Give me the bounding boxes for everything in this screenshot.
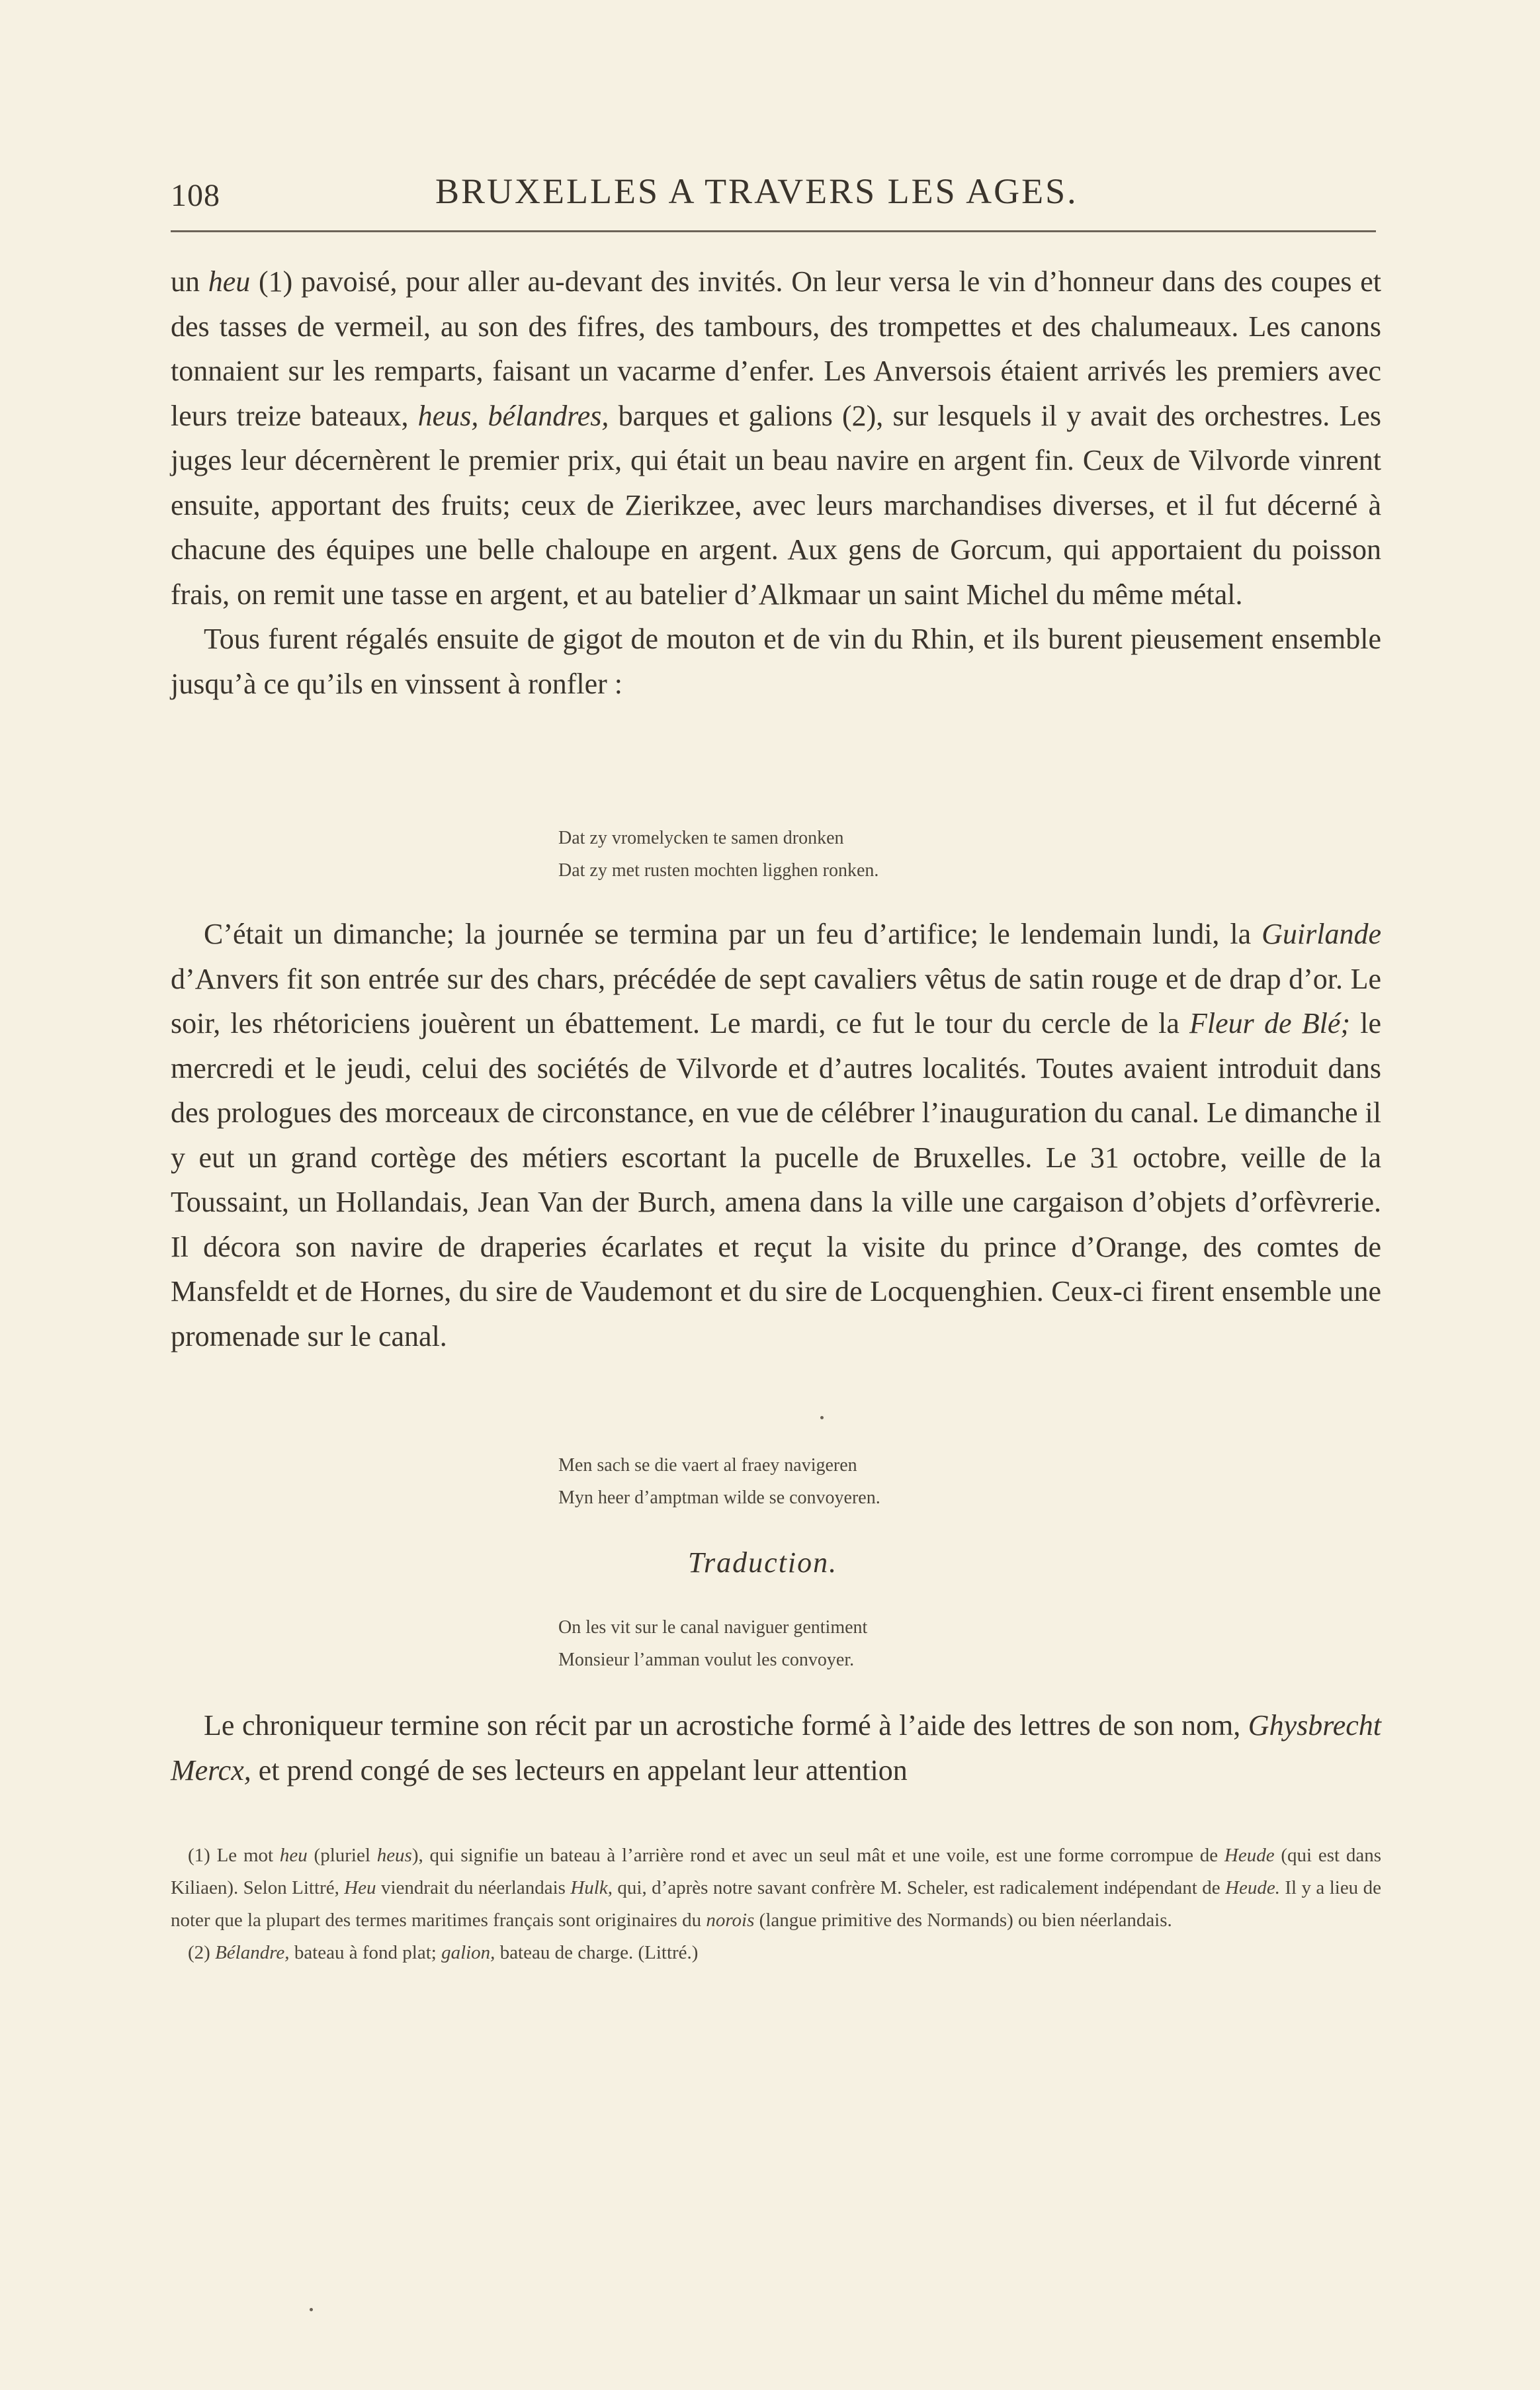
body-text-middle <box>171 912 1381 1358</box>
ink-speck <box>820 1416 824 1419</box>
ink-speck <box>310 2308 313 2311</box>
translation-heading: Traduction. <box>688 1546 838 1579</box>
verse-line: Monsieur l’amman voulut les convoyer. <box>558 1650 855 1670</box>
verse-line: Dat zy met rusten mochten ligghen ronken. <box>558 860 879 881</box>
paragraph-3: C’était un dimanche; la journée se termina par un feu d’artifice; le lendemain lundi, la Guirlande d’Anvers fit son entrée sur des chars, précédée de sept cavaliers vêtus de satin rouge et de drap d’or. Le soir, les rhétoriciens jouèrent un ébattement. Le mardi, ce fut le tour du cercle de la Fleur de Blé; le mercredi et le jeudi, celui des sociétés de Vilvorde et d’autres localités. Toutes avaient introduit dans des prologues des morceaux de circonstance, en vue de célébrer l’inauguration du canal. Le dimanche il y eut un grand cortège des métiers escortant la pucelle de Bruxelles. Le 31 octobre, veille de la Toussaint, un Hollandais, Jean Van der Burch, amena dans la ville une cargaison d’objets d’orfèvrerie. Il décora son navire de draperies écarlates et reçut la visite du prince d’Orange, des comtes de Mansfeldt et de Hornes, du sire de Vaudemont et du sire de Locquenghien. Ceux-ci firent ensemble une promenade sur le canal. <box>171 918 1381 1352</box>
verse-line: On les vit sur le canal naviguer gentiment <box>558 1617 868 1638</box>
page-number: 108 <box>171 178 220 213</box>
paragraph-2: Tous furent régalés ensuite de gigot de mouton et de vin du Rhin, et ils burent pieusement ensemble jusqu’à ce qu’ils en vinssent à ronfler : <box>171 623 1381 700</box>
footnote-1: (1) Le mot heu (pluriel heus), qui signifie un bateau à l’arrière rond et avec un seul mât et une voile, est une forme corrompue de Heude (qui est dans Kiliaen). Selon Littré, Heu viendrait du néerlandais Hulk, qui, d’après notre savant confrère M. Scheler, est radicalement indépendant de Heude. Il y a lieu de noter que la plupart des termes maritimes français sont originaires du norois (langue primitive des Normands) ou bien néerlandais. <box>171 1845 1382 1931</box>
verse-flemish-2 <box>558 1449 880 1514</box>
paragraph-4: Le chroniqueur termine son récit par un acrostiche formé à l’aide des lettres de son nom, Ghysbrecht Mercx, et prend congé de ses lecteurs en appelant leur attention <box>171 1709 1381 1787</box>
verse-line: Dat zy vromelycken te samen dronken <box>558 828 844 848</box>
verse-flemish-1 <box>558 822 878 887</box>
verse-line: Men sach se die vaert al fraey navigeren <box>558 1455 857 1476</box>
running-title: BRUXELLES A TRAVERS LES AGES. <box>435 171 1078 211</box>
header-rule <box>171 230 1376 232</box>
page-header <box>171 171 1376 217</box>
footnotes <box>171 1839 1381 1969</box>
body-text-bottom <box>171 1703 1381 1792</box>
verse-translation <box>558 1611 867 1676</box>
verse-line: Myn heer d’amptman wilde se convoyeren. <box>558 1487 880 1508</box>
body-text-top <box>171 259 1381 706</box>
footnote-2: (2) Bélandre, bateau à fond plat; galion, bateau de charge. (Littré.) <box>188 1942 699 1963</box>
paragraph-1: un heu (1) pavoisé, pour aller au-devant des invités. On leur versa le vin d’honneur dans des coupes et des tasses de vermeil, au son des fifres, des tambours, des trompettes et des chalumeaux. Les canons tonnaient sur les remparts, faisant un vacarme d’enfer. Les Anversois étaient arrivés les premiers avec leurs treize bateaux, heus, bélandres, barques et galions (2), sur lesquels il y avait des orchestres. Les juges leur décernèrent le premier prix, qui était un beau navire en argent fin. Ceux de Vilvorde vinrent ensuite, apportant des fruits; ceux de Zierikzee, avec leurs marchandises diverses, et il fut décerné à chacune des équipes une belle chaloupe en argent. Aux gens de Gorcum, qui apportaient du poisson frais, on remit une tasse en argent, et au batelier d’Alkmaar un saint Michel du même métal. <box>171 265 1381 611</box>
